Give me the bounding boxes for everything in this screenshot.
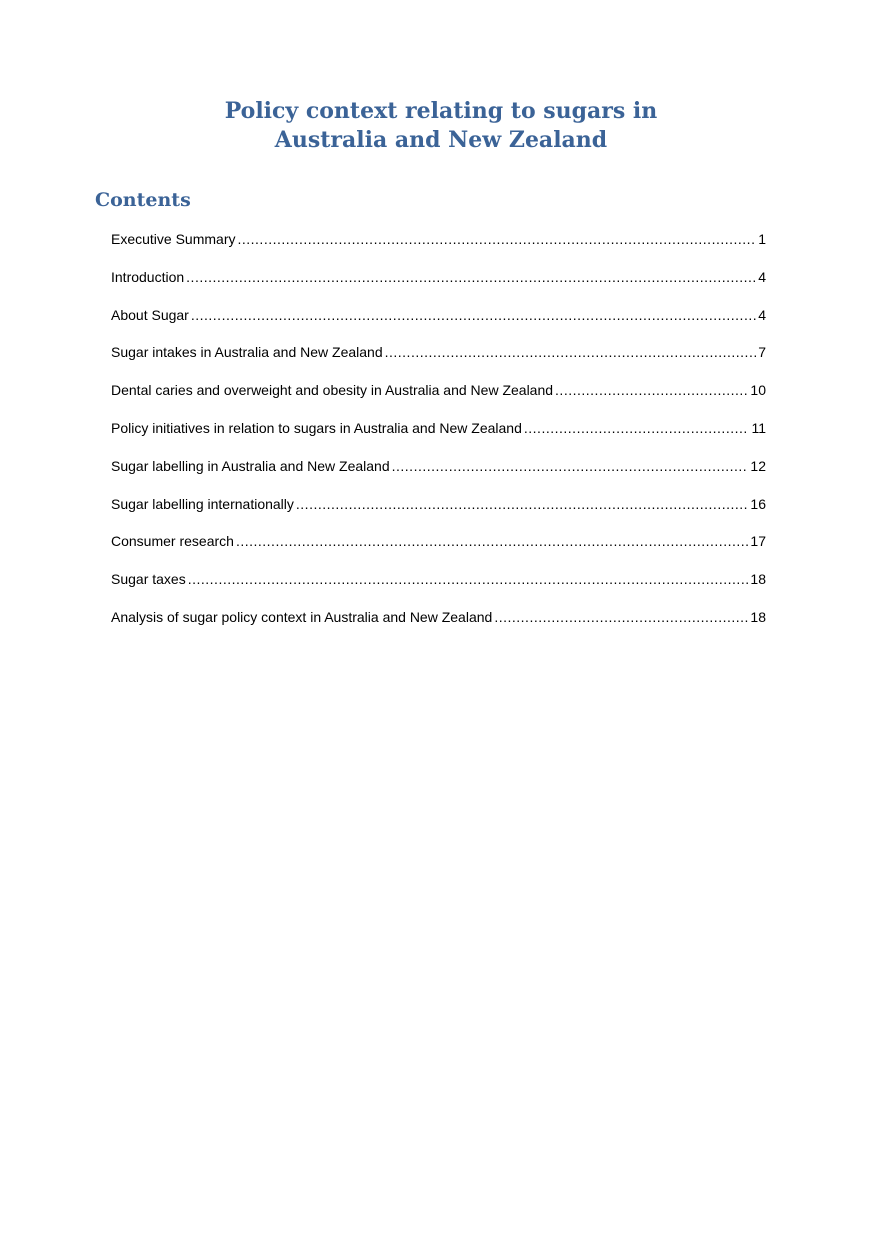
contents-heading: Contents: [95, 189, 191, 211]
table-of-contents: [111, 229, 766, 645]
toc-entry-title: Dental caries and overweight and obesity in Australia and New Zealand: [111, 382, 554, 399]
toc-page-number: 18: [750, 571, 766, 588]
toc-entry-title: Policy initiatives in relation to sugars in Australia and New Zealand: [111, 419, 522, 436]
toc-entry-executive-summary[interactable]: [111, 229, 766, 267]
toc-dot-leader: [555, 380, 748, 400]
toc-entry-dental-caries[interactable]: [111, 380, 766, 418]
document-title-line-2: Australia and New Zealand: [274, 127, 608, 153]
toc-entry-title: Analysis of sugar policy context in Australia and New Zealand: [111, 608, 493, 625]
toc-entry-title: Executive Summary: [111, 231, 236, 247]
toc-dot-leader: [237, 229, 756, 249]
toc-entry-sugar-labelling-anz[interactable]: [111, 456, 766, 494]
toc-entry-title: Sugar labelling internationally: [111, 495, 294, 512]
toc-entry-about-sugar[interactable]: [111, 305, 766, 343]
toc-dot-leader: [524, 418, 750, 438]
toc-page-number: 12: [750, 457, 766, 474]
toc-entry-introduction[interactable]: [111, 267, 766, 305]
toc-page-number: 4: [758, 306, 766, 323]
toc-page-number: 1: [758, 231, 766, 247]
toc-entry-sugar-taxes[interactable]: [111, 569, 766, 607]
toc-entry-consumer-research[interactable]: [111, 531, 766, 569]
toc-dot-leader: [296, 494, 749, 514]
toc-dot-leader: [191, 305, 756, 325]
toc-page-number: 10: [750, 382, 766, 399]
toc-dot-leader: [186, 267, 756, 287]
toc-entry-title: Sugar labelling in Australia and New Zealand: [111, 457, 390, 474]
document-title-line-1: Policy context relating to sugars in: [224, 98, 658, 124]
toc-page-number: 17: [750, 533, 766, 550]
toc-entry-title: About Sugar: [111, 306, 189, 323]
toc-entry-title: Sugar taxes: [111, 571, 186, 588]
toc-page-number: 7: [758, 344, 766, 361]
toc-entry-title: Introduction: [111, 268, 185, 285]
toc-dot-leader: [188, 569, 749, 589]
document-title: [0, 97, 882, 155]
toc-dot-leader: [392, 456, 749, 476]
toc-entry-title: Consumer research: [111, 533, 234, 550]
toc-page-number: 11: [751, 419, 766, 436]
toc-dot-leader: [494, 607, 748, 627]
toc-entry-sugar-labelling-international[interactable]: [111, 494, 766, 532]
toc-entry-policy-initiatives[interactable]: [111, 418, 766, 456]
toc-entry-sugar-intakes[interactable]: [111, 342, 766, 380]
toc-entry-analysis[interactable]: [111, 607, 766, 645]
toc-page-number: 16: [750, 495, 766, 512]
toc-page-number: 4: [758, 268, 766, 285]
toc-page-number: 18: [750, 608, 766, 625]
toc-dot-leader: [236, 531, 748, 551]
toc-entry-title: Sugar intakes in Australia and New Zealand: [111, 344, 383, 361]
toc-dot-leader: [385, 342, 757, 362]
